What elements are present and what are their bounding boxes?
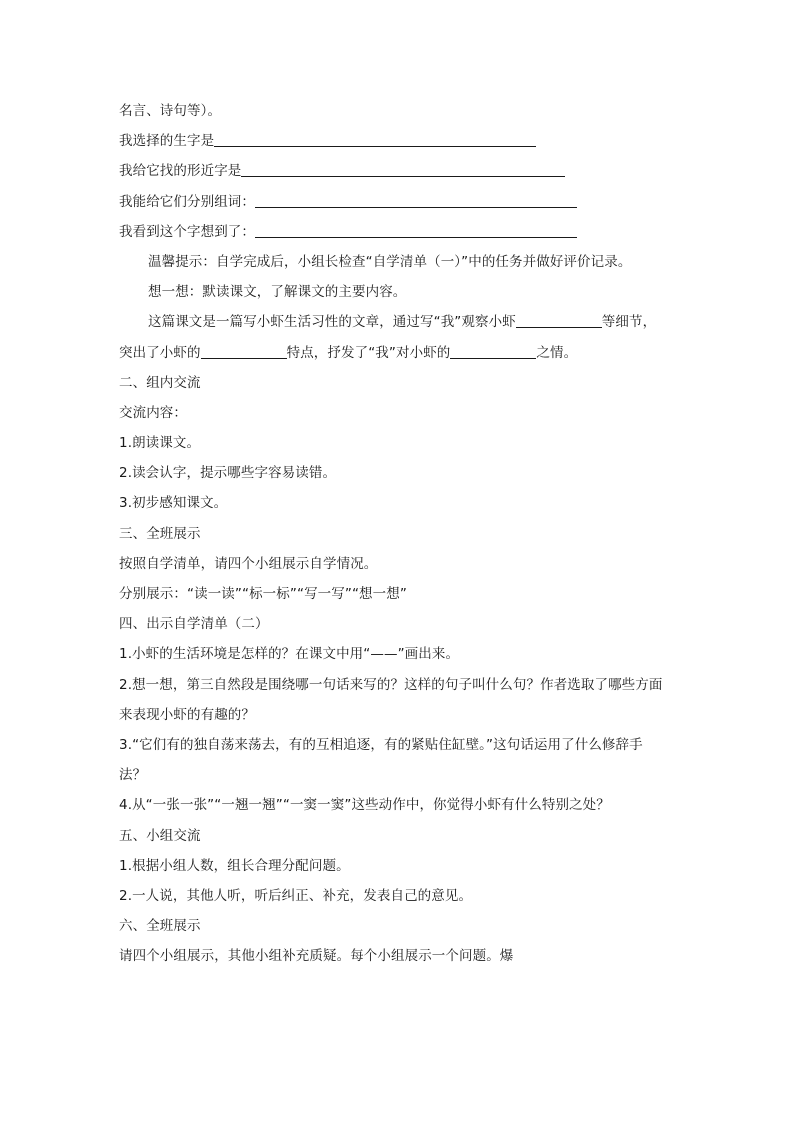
- answer-blank: [255, 223, 577, 238]
- fill-in-word-formation: [119, 187, 719, 217]
- summary-text: 这篇课文是一篇写小虾生活习性的文章，通过写“我”观察小虾: [148, 314, 516, 331]
- fill-in-chosen-character: [119, 126, 719, 156]
- prompt-text: 我能给它们分别组词：: [119, 193, 255, 210]
- list-item: 1.小虾的生活环境是怎样的？在课文中用“——”画出来。: [119, 646, 460, 663]
- answer-blank: [214, 132, 536, 147]
- fill-in-similar-character: [119, 156, 719, 186]
- text-line: 请四个小组展示，其他小组补充质疑。每个小组展示一个问题。爆: [119, 948, 514, 965]
- prompt-text: 我选择的生字是: [119, 133, 215, 150]
- list-item: 1.朗读课文。: [119, 435, 201, 452]
- list-item: 1.根据小组人数，组长合理分配问题。: [119, 857, 350, 874]
- answer-blank: [516, 313, 602, 328]
- summary-line-1: [119, 307, 719, 337]
- summary-text: 特点，抒发了“我”对小虾的: [286, 344, 451, 361]
- list-item: 3.“它们有的独自荡来荡去，有的互相追逐，有的紧贴住缸壁。”这句话运用了什么修辞手: [119, 736, 643, 753]
- prompt-text: 我给它找的形近字是: [119, 163, 242, 180]
- summary-line-2: [119, 338, 719, 368]
- section-heading: 二、组内交流: [119, 374, 201, 391]
- answer-blank: [201, 344, 287, 359]
- tip-text: 温馨提示：自学完成后，小组长检查“自学清单（一）”中的任务并做好评价记录。: [148, 253, 632, 270]
- summary-text: 突出了小虾的: [119, 344, 201, 361]
- list-item-continuation: 来表现小虾的有趣的？: [119, 706, 255, 723]
- answer-blank: [255, 193, 577, 208]
- section-heading: 六、全班展示: [119, 918, 201, 935]
- list-item: 4.从“一张一张”“一翘一翘”“一窦一窦”这些动作中，你觉得小虾有什么特别之处？: [119, 797, 610, 814]
- list-item: 2.一人说，其他人听，听后纠正、补充，发表自己的意见。: [119, 887, 473, 904]
- section-heading: 四、出示自学清单（二）: [119, 616, 269, 633]
- answer-blank: [241, 162, 565, 177]
- list-item: 3.初步感知课文。: [119, 495, 228, 512]
- summary-text: 之情。: [536, 344, 578, 361]
- section-heading: 三、全班展示: [119, 525, 201, 542]
- list-item: 2.读会认字，提示哪些字容易读错。: [119, 465, 337, 482]
- answer-blank: [450, 344, 536, 359]
- text-line: 分别展示：“读一读”“标一标”“写一写”“想一想”: [119, 586, 407, 602]
- fill-in-association: [119, 217, 719, 247]
- text-line: 按照自学清单，请四个小组展示自学情况。: [119, 555, 378, 572]
- text-line: 交流内容：: [119, 404, 187, 421]
- text-line: 名言、诗句等）。: [119, 103, 222, 119]
- list-item-continuation: 法？: [119, 767, 147, 784]
- summary-text: 等细节，: [601, 314, 657, 331]
- document-page: [119, 96, 719, 971]
- section-heading: 五、小组交流: [119, 827, 201, 844]
- think-text: 想一想：默读课文，了解课文的主要内容。: [148, 284, 407, 301]
- prompt-text: 我看到这个字想到了：: [119, 223, 255, 240]
- list-item: 2.想一想，第三自然段是围绕哪一句话来写的？这样的句子叫什么句？作者选取了哪些方面: [119, 676, 663, 693]
